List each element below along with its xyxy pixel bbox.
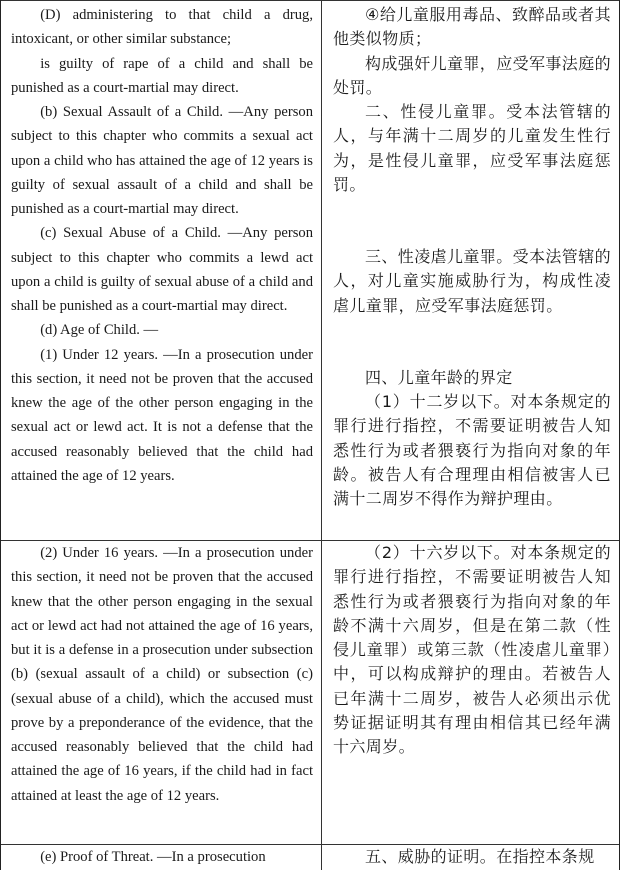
chinese-paragraph: 二、性侵儿童罪。受本法管辖的人，与年满十二周岁的儿童发生性行为，是性侵儿童罪，应受军事法庭惩罚。 [333,102,611,194]
column-divider [321,0,322,870]
chinese-column-row-3 [333,845,611,869]
english-paragraph: (e) Proof of Threat. —In a prosecution [40,849,266,865]
chinese-paragraph: 三、性凌虐儿童罪。受本法管辖的人，对儿童实施威胁行为，构成性凌虐儿童罪，应受军事法庭惩罚。 [333,247,612,315]
chinese-paragraph: 构成强奸儿童罪，应受军事法庭的处罚。 [333,53,612,97]
english-column-row-1 [11,3,313,488]
english-paragraph: is guilty of rape of a child and shall be punished as a court-martial may direct. [11,55,313,96]
chinese-column-row-2 [333,541,611,759]
english-paragraph: (b) Sexual Assault of a Child. —Any person subject to this chapter who commits a sexual act upon a child who has attained the age of 12 years is guilty of sexual assault of a child and shall be punished as a court-martial may direct. [11,104,313,217]
english-paragraph: (D) administering to that child a drug, intoxicant, or other similar substance; [11,7,313,48]
row-border-top [1,0,619,1]
english-paragraph: (c) Sexual Abuse of a Child. —Any person subject to this chapter who commits a lewd act upon a child is guilty of sexual abuse of a child and shall be punished as a court-martial may direct. [11,225,313,314]
english-column-row-2 [11,541,313,808]
english-paragraph: (1) Under 12 years. —In a prosecution under this section, it need not be proven that the accused knew the age of the other person engaging in the sexual act or lewd act. It is not a defense that the accused reasonably believed that the child had attained the age of 12 years. [11,346,313,484]
english-column-row-3 [11,845,313,869]
chinese-paragraph: 五、威胁的证明。在指控本条规 [365,847,595,866]
chinese-paragraph: （2）十六岁以下。对本条规定的罪行进行指控，不需要证明被告人知悉性行为或者猥亵行为指向对象的年龄不满十六周岁，但是在第二款（性侵儿童罪）或第三款（性凌虐儿童罪）中，可以构成辩护的理由。若被告人已年满十二周岁，被告人必须出示优势证据证明其有理由相信其已经年满十六周岁。 [333,543,611,756]
chinese-paragraph: ④给儿童服用毒品、致醉品或者其他类似物质； [333,5,611,49]
chinese-column-row-1 [333,3,611,511]
chinese-paragraph: （1）十二岁以下。对本条规定的罪行进行指控，不需要证明被告人知悉性行为或者猥亵行为指向对象的年龄。被告人有合理理由相信被害人已满十二周岁不得作为辩护理由。 [333,392,611,508]
chinese-paragraph: 四、儿童年龄的界定 [365,367,513,387]
english-paragraph: (d) Age of Child. — [40,322,159,339]
english-paragraph: (2) Under 16 years. —In a prosecution under this section, it need not be proven that the accused knew that the other person engaging in the sexual act or lewd act had not attained the age of 16 years, but it is a defense in a prosecution under subsection (b) (sexual assault of a child) or subsection (c) (sexual abuse of a child), which the accused must prove by a preponderance of the evidence, that the accused reasonably believed that the child had attained the age of 16 years, if the child had in fact attained at least the age of 12 years. [11,545,313,804]
